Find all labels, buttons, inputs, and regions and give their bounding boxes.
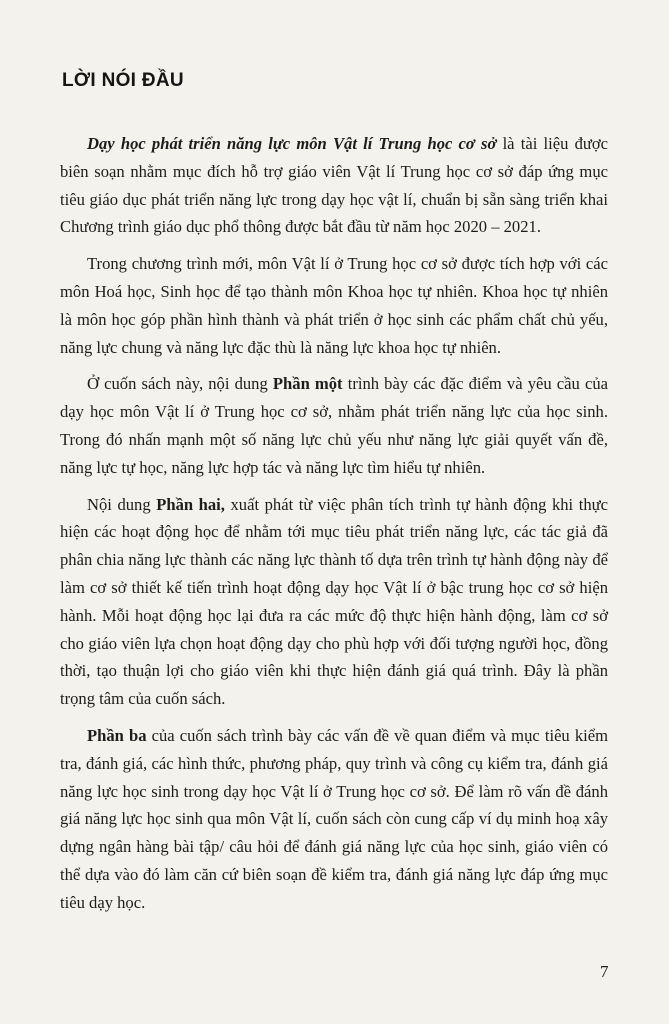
paragraph-4-text: xuất phát từ việc phân tích trình tự hành động khi thực hiện các hoạt động học để nhằm tới mục tiêu phát triển năng lực, các tác giả đã phân chia năng lực thành các năng lực thành tố dựa trên trình tự hành động này để làm cơ sở thiết kế tiến trình hoạt động dạy học Vật lí ở bậc trung học cơ sở hiện hành. Mỗi hoạt động học lại đưa ra các mức độ thực hiện hành động, làm cơ sở cho giáo viên lựa chọn hoạt động dạy cho phù hợp với đối tượng người học, đồng thời, tạo thuận lợi cho giáo viên khi thực hiện đánh giá quá trình. Đây là phần trọng tâm của cuốn sách.: [60, 494, 608, 709]
paragraph-2-text: Trong chương trình mới, môn Vật lí ở Trung học cơ sở được tích hợp với các môn Hoá học, Sinh học để tạo thành môn Khoa học tự nhiên. Khoa học tự nhiên là môn học góp phần hình thành và phát triển ở học sinh các phẩm chất chủ yếu, năng lực chung và năng lực đặc thù là năng lực khoa học tự nhiên.: [60, 254, 608, 357]
paragraph-5: [60, 722, 608, 917]
paragraph-2: [60, 250, 608, 361]
paragraph-1: [60, 130, 608, 241]
page-number: 7: [600, 962, 609, 981]
paragraph-5-text: của cuốn sách trình bày các vấn đề về quan điểm và mục tiêu kiểm tra, đánh giá, các hình thức, phương pháp, quy trình và công cụ kiểm tra, đánh giá năng lực học sinh trong dạy học Vật lí ở Trung học cơ sở. Để làm rõ vấn đề đánh giá năng lực học sinh qua môn Vật lí, cuốn sách còn cung cấp ví dụ minh hoạ xây dựng ngân hàng bài tập/ câu hỏi để đánh giá năng lực của học sinh, giáo viên có thể dựa vào đó làm căn cứ biên soạn đề kiểm tra, đánh giá năng lực đáp ứng mục tiêu dạy học.: [60, 725, 608, 912]
paragraph-3-lead: Ở cuốn sách này, nội dung: [87, 374, 273, 394]
paragraph-4-lead: Nội dung: [87, 494, 157, 514]
page-heading: LỜI NÓI ĐẦU: [62, 70, 184, 91]
part-three-label: Phần ba: [87, 725, 147, 745]
part-two-label: Phần hai,: [156, 494, 225, 514]
paragraph-1-text: là tài liệu được biên soạn nhằm mục đích hỗ trợ giáo viên Vật lí Trung học cơ sở đáp ứng mục tiêu giáo dục phát triển năng lực trong dạy học vật lí, chuẩn bị sẵn sàng triển khai Chương trình giáo dục phổ thông được bắt đầu từ năm học 2020 – 2021.: [60, 134, 609, 237]
body-text: [60, 130, 608, 926]
paragraph-3: [60, 370, 608, 481]
paragraph-3-text: trình bày các đặc điểm và yêu cầu của dạy học môn Vật lí ở Trung học cơ sở, nhằm phát triển năng lực của học sinh. Trong đó nhấn mạnh một số năng lực chủ yếu như năng lực giải quyết vấn đề, năng lực tự học, năng lực hợp tác và năng lực tìm hiểu tự nhiên.: [60, 374, 608, 477]
paragraph-4: [60, 491, 608, 713]
part-one-label: Phần một: [272, 374, 343, 394]
book-title: Dạy học phát triển năng lực môn Vật lí Trung học cơ sở: [87, 134, 497, 153]
